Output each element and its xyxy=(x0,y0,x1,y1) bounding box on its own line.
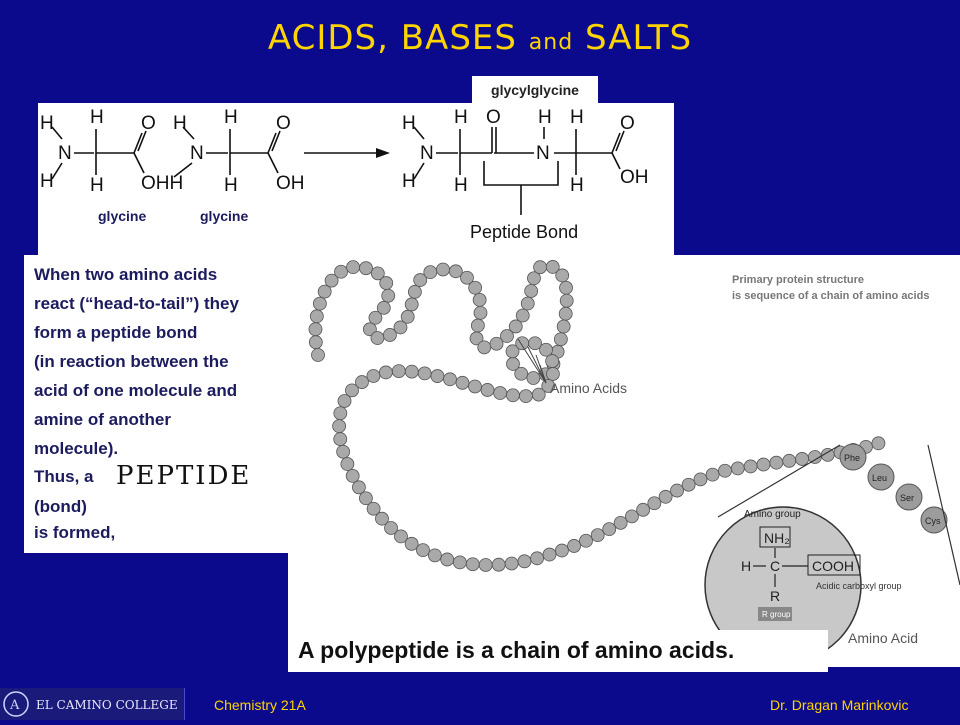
atom-h: H xyxy=(570,107,584,128)
amino-acid-bead xyxy=(519,390,532,403)
amino-acid-bead xyxy=(405,537,418,550)
amino-acid-bead xyxy=(591,529,604,542)
amino-acid-bead xyxy=(309,336,322,349)
amino-acid-bead xyxy=(506,389,519,402)
college-seal-icon xyxy=(0,688,184,720)
amino-acid-bead xyxy=(534,261,547,274)
atom-h: H xyxy=(454,175,468,196)
bond-text: (bond) xyxy=(34,497,87,516)
amino-acid-bead xyxy=(312,349,325,362)
amino-acid-bead xyxy=(333,420,346,433)
formed-text: is formed, xyxy=(34,523,116,542)
amino-acid-bead xyxy=(557,320,570,333)
atom-n: N xyxy=(190,143,204,164)
amino-acid-bead xyxy=(637,503,650,516)
cooh-label: COOH xyxy=(812,558,854,574)
reaction-diagram xyxy=(38,103,674,255)
amino-acid-bead xyxy=(408,285,421,298)
amino-acid-bead xyxy=(543,548,556,561)
amino-acid-bead xyxy=(648,497,661,510)
atom-n: N xyxy=(420,143,434,164)
amino-acid-bead xyxy=(416,544,429,557)
explanation-line: molecule). xyxy=(34,439,119,458)
college-logo xyxy=(0,688,185,720)
acidic-group-label: Acidic carboxyl group xyxy=(816,581,902,591)
title-part-2: SALTS xyxy=(573,18,693,58)
glycine-label-2: glycine xyxy=(200,208,249,224)
amino-acid-bead xyxy=(449,265,462,278)
amino-acid-bead xyxy=(346,469,359,482)
amino-acid-bead xyxy=(532,388,545,401)
amino-acid-bead xyxy=(380,277,393,290)
atom-h: H xyxy=(40,171,54,192)
atom-h: H xyxy=(224,175,238,196)
amino-acid-bead xyxy=(371,332,384,345)
amino-acid-bead xyxy=(382,289,395,302)
amino-acid-bead xyxy=(428,549,441,562)
amino-acid-bead xyxy=(757,458,770,471)
amino-acid-bead xyxy=(456,376,469,389)
peptide-bond-label: Peptide Bond xyxy=(470,222,579,242)
reaction-arrow-head xyxy=(376,148,390,158)
atom-h: H xyxy=(173,113,187,134)
amino-acid-bead xyxy=(468,380,481,393)
atom-h: H xyxy=(224,107,238,128)
atom-h: H xyxy=(402,113,416,134)
amino-acid-bead xyxy=(392,365,405,378)
atom-o: O xyxy=(486,107,501,128)
college-name: EL CAMINO COLLEGE xyxy=(36,698,178,712)
atom-h: H xyxy=(90,107,104,128)
amino-acid-bead xyxy=(671,484,684,497)
amino-acid-bead xyxy=(379,366,392,379)
amino-acid-bead xyxy=(310,310,323,323)
atom-h: H xyxy=(538,107,552,128)
amino-acid-bead xyxy=(682,478,695,491)
course-name: Chemistry 21A xyxy=(214,697,306,713)
amino-acid-bead xyxy=(479,558,492,571)
amino-acid-bead xyxy=(369,311,382,324)
amino-acid-bead xyxy=(516,309,529,322)
amino-acid-bead xyxy=(405,365,418,378)
amino-acid-bead xyxy=(466,558,479,571)
title-and: and xyxy=(528,30,574,55)
amino-acid-bead xyxy=(744,460,757,473)
amino-acid-bead xyxy=(367,369,380,382)
amino-acid-bead xyxy=(473,293,486,306)
atom-h: H xyxy=(40,113,54,134)
slide-title xyxy=(0,18,960,58)
amino-acid-bead xyxy=(783,454,796,467)
amino-acid-bead xyxy=(659,490,672,503)
amino-acid-bead xyxy=(719,464,732,477)
explanation-line: form a peptide bond xyxy=(34,323,198,342)
amino-acid-bead xyxy=(706,468,719,481)
amino-acid-bead xyxy=(347,261,360,274)
amino-acid-bead xyxy=(560,294,573,307)
amino-acid-bead xyxy=(560,281,573,294)
amino-acid-bead xyxy=(443,373,456,386)
bead-leu-label: Leu xyxy=(872,473,888,483)
author-name: Dr. Dragan Marinkovic xyxy=(770,697,909,713)
atom-o: O xyxy=(276,113,291,134)
amino-acid-bead xyxy=(309,323,322,336)
polypeptide-figure xyxy=(288,255,960,667)
amino-acid-bead xyxy=(579,534,592,547)
amino-acid-bead xyxy=(481,383,494,396)
amino-acid-bead xyxy=(436,263,449,276)
amino-acid-bead xyxy=(335,265,348,278)
amino-acid-bead xyxy=(471,319,484,332)
amino-acid-bead xyxy=(334,407,347,420)
figure-caption: A polypeptide is a chain of amino acids. xyxy=(298,637,735,663)
amino-acid-bead xyxy=(568,539,581,552)
amino-acid-bead xyxy=(453,556,466,569)
amino-acid-bead xyxy=(313,297,326,310)
amino-acid-bead xyxy=(469,281,482,294)
amino-acid-bead xyxy=(505,557,518,570)
atom-h: H xyxy=(454,107,468,128)
bead-cys-label: Cys xyxy=(925,516,941,526)
amino-acid-bead xyxy=(796,452,809,465)
amino-acid-bead xyxy=(770,456,783,469)
amino-acids-label: Amino Acids xyxy=(550,380,628,396)
amino-acid-label: Amino Acid xyxy=(848,630,919,646)
amino-acid-bead xyxy=(494,387,507,400)
amino-acid-bead xyxy=(554,333,567,346)
amino-acid-bead xyxy=(731,462,744,475)
amino-acid-bead xyxy=(337,445,350,458)
amino-acid-bead xyxy=(405,298,418,311)
amino-acid-bead xyxy=(614,516,627,529)
amino-acid-bead xyxy=(872,437,885,450)
atom-ohh: OHH xyxy=(141,173,184,194)
amino-acid-bead xyxy=(516,337,529,350)
amino-acid-bead xyxy=(555,544,568,557)
polypeptide-diagram xyxy=(288,255,960,667)
amino-acid-bead xyxy=(492,558,505,571)
amino-acid-bead xyxy=(556,269,569,282)
thus-text: Thus, a xyxy=(34,467,94,486)
bead-phe-label: Phe xyxy=(844,453,861,463)
amino-acid-bead xyxy=(527,372,540,385)
amino-acid-bead xyxy=(521,297,534,310)
reaction-panel xyxy=(38,103,674,255)
bead-ser-label: Ser xyxy=(900,493,915,503)
r-group-label: R group xyxy=(762,610,791,619)
amino-acid-bead xyxy=(474,306,487,319)
amino-acid-bead xyxy=(506,357,519,370)
amino-acid-bead xyxy=(401,310,414,323)
amino-acid-bead xyxy=(625,510,638,523)
glycine-label-1: glycine xyxy=(98,208,147,224)
amino-acid-bead xyxy=(338,394,351,407)
amino-acid-bead xyxy=(424,266,437,279)
atom-h: H xyxy=(402,171,416,192)
amino-acid-bead xyxy=(559,307,572,320)
amino-acid-bead xyxy=(359,262,372,275)
explanation-line: amine of another xyxy=(34,410,171,429)
amino-acid-bead xyxy=(341,458,354,471)
r-label: R xyxy=(770,588,781,604)
amino-acid-bead xyxy=(525,284,538,297)
explanation-line: (in reaction between the xyxy=(34,352,229,371)
atom-o: O xyxy=(141,113,156,134)
figure-header-2: is sequence of a chain of amino acids xyxy=(732,290,930,302)
svg-text:A: A xyxy=(10,698,20,713)
amino-acid-bead xyxy=(418,367,431,380)
nh2-label: NH₂ xyxy=(764,530,790,546)
explanation-line: When two amino acids xyxy=(34,265,218,284)
amino-acid-bead xyxy=(441,553,454,566)
atom-o: O xyxy=(620,113,635,134)
h-label: H xyxy=(741,558,752,574)
title-part-1: ACIDS, BASES xyxy=(267,18,529,58)
atom-oh: OH xyxy=(620,167,649,188)
explanation-line: react (“head-to-tail”) they xyxy=(34,294,239,313)
amino-acid-bead xyxy=(540,343,553,356)
amino-group-label: Amino group xyxy=(744,509,801,520)
product-label: glycylglycine xyxy=(491,82,579,98)
atom-h: H xyxy=(90,175,104,196)
amino-acid-bead xyxy=(518,555,531,568)
atom-oh: OH xyxy=(276,173,305,194)
amino-acid-bead xyxy=(694,473,707,486)
peptide-word: PEPTIDE xyxy=(116,461,252,491)
figure-header-1: Primary protein structure xyxy=(732,274,865,286)
amino-acid-bead xyxy=(334,433,347,446)
atom-h: H xyxy=(570,175,584,196)
amino-acid-bead xyxy=(531,552,544,565)
amino-acid-bead xyxy=(603,523,616,536)
peptide-bond-bracket xyxy=(484,161,558,185)
amino-acid-bead xyxy=(546,355,559,368)
amino-acid-bead xyxy=(478,341,491,354)
amino-acid-bead xyxy=(546,367,559,380)
amino-acid-bead xyxy=(431,370,444,383)
atom-n: N xyxy=(58,143,72,164)
explanation-panel xyxy=(24,255,288,553)
atom-n: N xyxy=(536,143,550,164)
c-label: C xyxy=(770,558,781,574)
explanation-line: acid of one molecule and xyxy=(34,381,238,400)
